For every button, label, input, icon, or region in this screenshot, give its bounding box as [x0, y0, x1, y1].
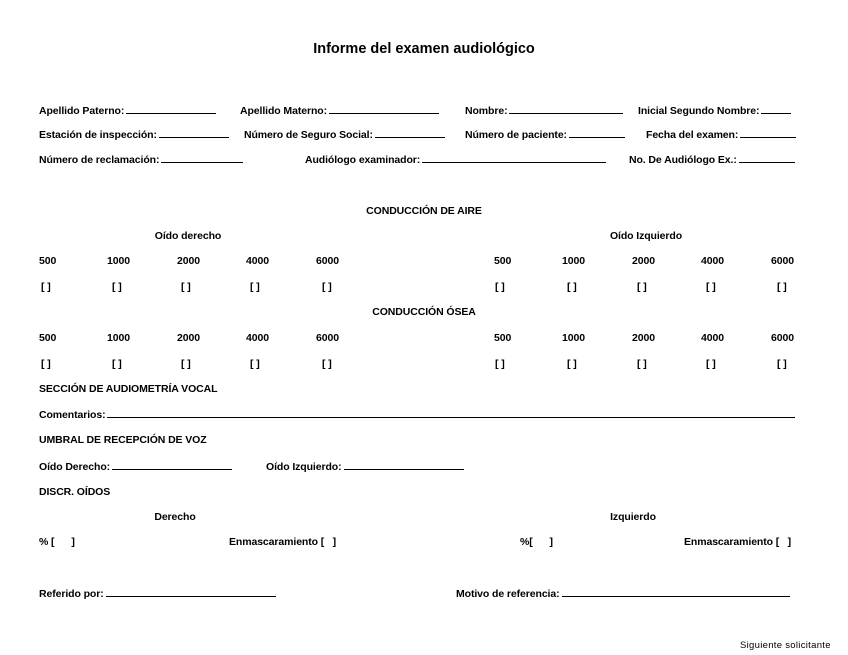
air-right-checkbox[interactable]: [ ]	[112, 281, 122, 293]
bone-left-freq: 6000	[771, 332, 794, 344]
air-left-freq: 2000	[632, 255, 655, 267]
inicial-line[interactable]	[761, 104, 791, 114]
speech-section-heading: SECCIÓN DE AUDIOMETRÍA VOCAL	[39, 383, 218, 395]
masking-right-checkbox[interactable]: Enmascaramiento [ ]	[229, 536, 337, 548]
air-left-checkbox[interactable]: [ ]	[706, 281, 716, 293]
srt-right-line[interactable]	[112, 460, 232, 470]
inicial-field[interactable]	[638, 104, 791, 118]
bone-left-checkbox[interactable]: [ ]	[777, 358, 787, 370]
srt-heading: UMBRAL DE RECEPCIÓN DE VOZ	[39, 434, 207, 446]
air-right-ear-label: Oído derecho	[154, 230, 222, 242]
discr-right-label: Derecho	[154, 511, 196, 523]
paciente-label: Número de paciente:	[465, 129, 567, 141]
paciente-line[interactable]	[569, 128, 625, 138]
bone-right-checkbox[interactable]: [ ]	[181, 358, 191, 370]
motivo-label: Motivo de referencia:	[456, 588, 560, 600]
estacion-field[interactable]	[39, 128, 229, 142]
air-conduction-heading: CONDUCCIÓN DE AIRE	[366, 205, 482, 217]
motivo-field[interactable]	[456, 587, 790, 601]
referido-line[interactable]	[106, 587, 276, 597]
bone-right-freq: 1000	[107, 332, 130, 344]
no-audiologo-field[interactable]	[629, 153, 795, 167]
bone-right-freq: 4000	[246, 332, 269, 344]
air-right-freq: 6000	[316, 255, 339, 267]
fecha-field[interactable]	[646, 128, 796, 142]
bone-left-checkbox[interactable]: [ ]	[567, 358, 577, 370]
reclamacion-line[interactable]	[161, 153, 243, 163]
referido-label: Referido por:	[39, 588, 104, 600]
comments-field[interactable]	[39, 408, 795, 422]
bone-right-checkbox[interactable]: [ ]	[322, 358, 332, 370]
apellido-paterno-field[interactable]	[39, 104, 216, 118]
air-left-checkbox[interactable]: [ ]	[637, 281, 647, 293]
air-left-ear-label: Oído Izquierdo	[609, 230, 683, 242]
air-left-freq: 1000	[562, 255, 585, 267]
no-audiologo-line[interactable]	[739, 153, 795, 163]
apellido-paterno-line[interactable]	[126, 104, 216, 114]
discr-left-label: Izquierdo	[610, 511, 656, 523]
air-left-freq: 6000	[771, 255, 794, 267]
discr-heading: DISCR. OÍDOS	[39, 486, 111, 498]
air-right-freq: 4000	[246, 255, 269, 267]
bone-left-checkbox[interactable]: [ ]	[706, 358, 716, 370]
bone-right-freq: 2000	[177, 332, 200, 344]
fecha-line[interactable]	[740, 128, 796, 138]
air-right-checkbox[interactable]: [ ]	[181, 281, 191, 293]
nombre-field[interactable]	[465, 104, 623, 118]
bone-left-freq: 500	[494, 332, 512, 344]
audiologo-label: Audiólogo examinador:	[305, 154, 421, 166]
bone-right-freq: 500	[39, 332, 57, 344]
bone-right-freq: 6000	[316, 332, 339, 344]
air-right-freq: 2000	[177, 255, 200, 267]
comments-line[interactable]	[107, 408, 795, 418]
comments-label: Comentarios:	[39, 409, 106, 421]
srt-left-line[interactable]	[344, 460, 464, 470]
bone-left-freq: 1000	[562, 332, 585, 344]
discr-right-percent[interactable]: % [ ]	[39, 536, 75, 548]
audiologo-line[interactable]	[422, 153, 606, 163]
reclamacion-label: Número de reclamación:	[39, 154, 160, 166]
srt-right-label: Oído Derecho:	[39, 461, 111, 473]
bone-left-checkbox[interactable]: [ ]	[637, 358, 647, 370]
apellido-materno-line[interactable]	[329, 104, 439, 114]
seguro-social-field[interactable]	[244, 128, 445, 142]
motivo-line[interactable]	[562, 587, 790, 597]
apellido-materno-field[interactable]	[240, 104, 439, 118]
seguro-social-label: Número de Seguro Social:	[244, 129, 373, 141]
apellido-materno-label: Apellido Materno:	[240, 105, 327, 117]
nombre-label: Nombre:	[465, 105, 508, 117]
air-left-freq: 4000	[701, 255, 724, 267]
srt-left-field[interactable]	[266, 460, 464, 474]
bone-right-checkbox[interactable]: [ ]	[112, 358, 122, 370]
air-left-freq: 500	[494, 255, 512, 267]
air-right-checkbox[interactable]: [ ]	[41, 281, 51, 293]
inicial-label: Inicial Segundo Nombre:	[638, 105, 760, 117]
referido-field[interactable]	[39, 587, 276, 601]
srt-left-label: Oído Izquierdo:	[266, 461, 342, 473]
air-left-checkbox[interactable]: [ ]	[777, 281, 787, 293]
air-right-checkbox[interactable]: [ ]	[250, 281, 260, 293]
reclamacion-field[interactable]	[39, 153, 243, 167]
fecha-label: Fecha del examen:	[646, 129, 739, 141]
air-right-checkbox[interactable]: [ ]	[322, 281, 332, 293]
no-audiologo-label: No. De Audiólogo Ex.:	[629, 154, 737, 166]
bone-left-freq: 2000	[632, 332, 655, 344]
bone-conduction-heading: CONDUCCIÓN ÓSEA	[372, 306, 476, 318]
bone-right-checkbox[interactable]: [ ]	[41, 358, 51, 370]
srt-right-field[interactable]	[39, 460, 232, 474]
bone-left-checkbox[interactable]: [ ]	[495, 358, 505, 370]
estacion-line[interactable]	[159, 128, 229, 138]
bone-right-checkbox[interactable]: [ ]	[250, 358, 260, 370]
masking-left-checkbox[interactable]: Enmascaramiento [ ]	[684, 536, 792, 548]
apellido-paterno-label: Apellido Paterno:	[39, 105, 125, 117]
audiologo-field[interactable]	[305, 153, 606, 167]
next-applicant-link[interactable]: Siguiente solicitante	[740, 640, 831, 651]
air-right-freq: 500	[39, 255, 57, 267]
nombre-line[interactable]	[509, 104, 623, 114]
estacion-label: Estación de inspección:	[39, 129, 157, 141]
discr-left-percent[interactable]: %[ ]	[520, 536, 553, 548]
bone-left-freq: 4000	[701, 332, 724, 344]
seguro-social-line[interactable]	[375, 128, 445, 138]
air-left-checkbox[interactable]: [ ]	[567, 281, 577, 293]
page-title: Informe del examen audiológico	[313, 41, 535, 57]
air-left-checkbox[interactable]: [ ]	[495, 281, 505, 293]
paciente-field[interactable]	[465, 128, 625, 142]
air-right-freq: 1000	[107, 255, 130, 267]
